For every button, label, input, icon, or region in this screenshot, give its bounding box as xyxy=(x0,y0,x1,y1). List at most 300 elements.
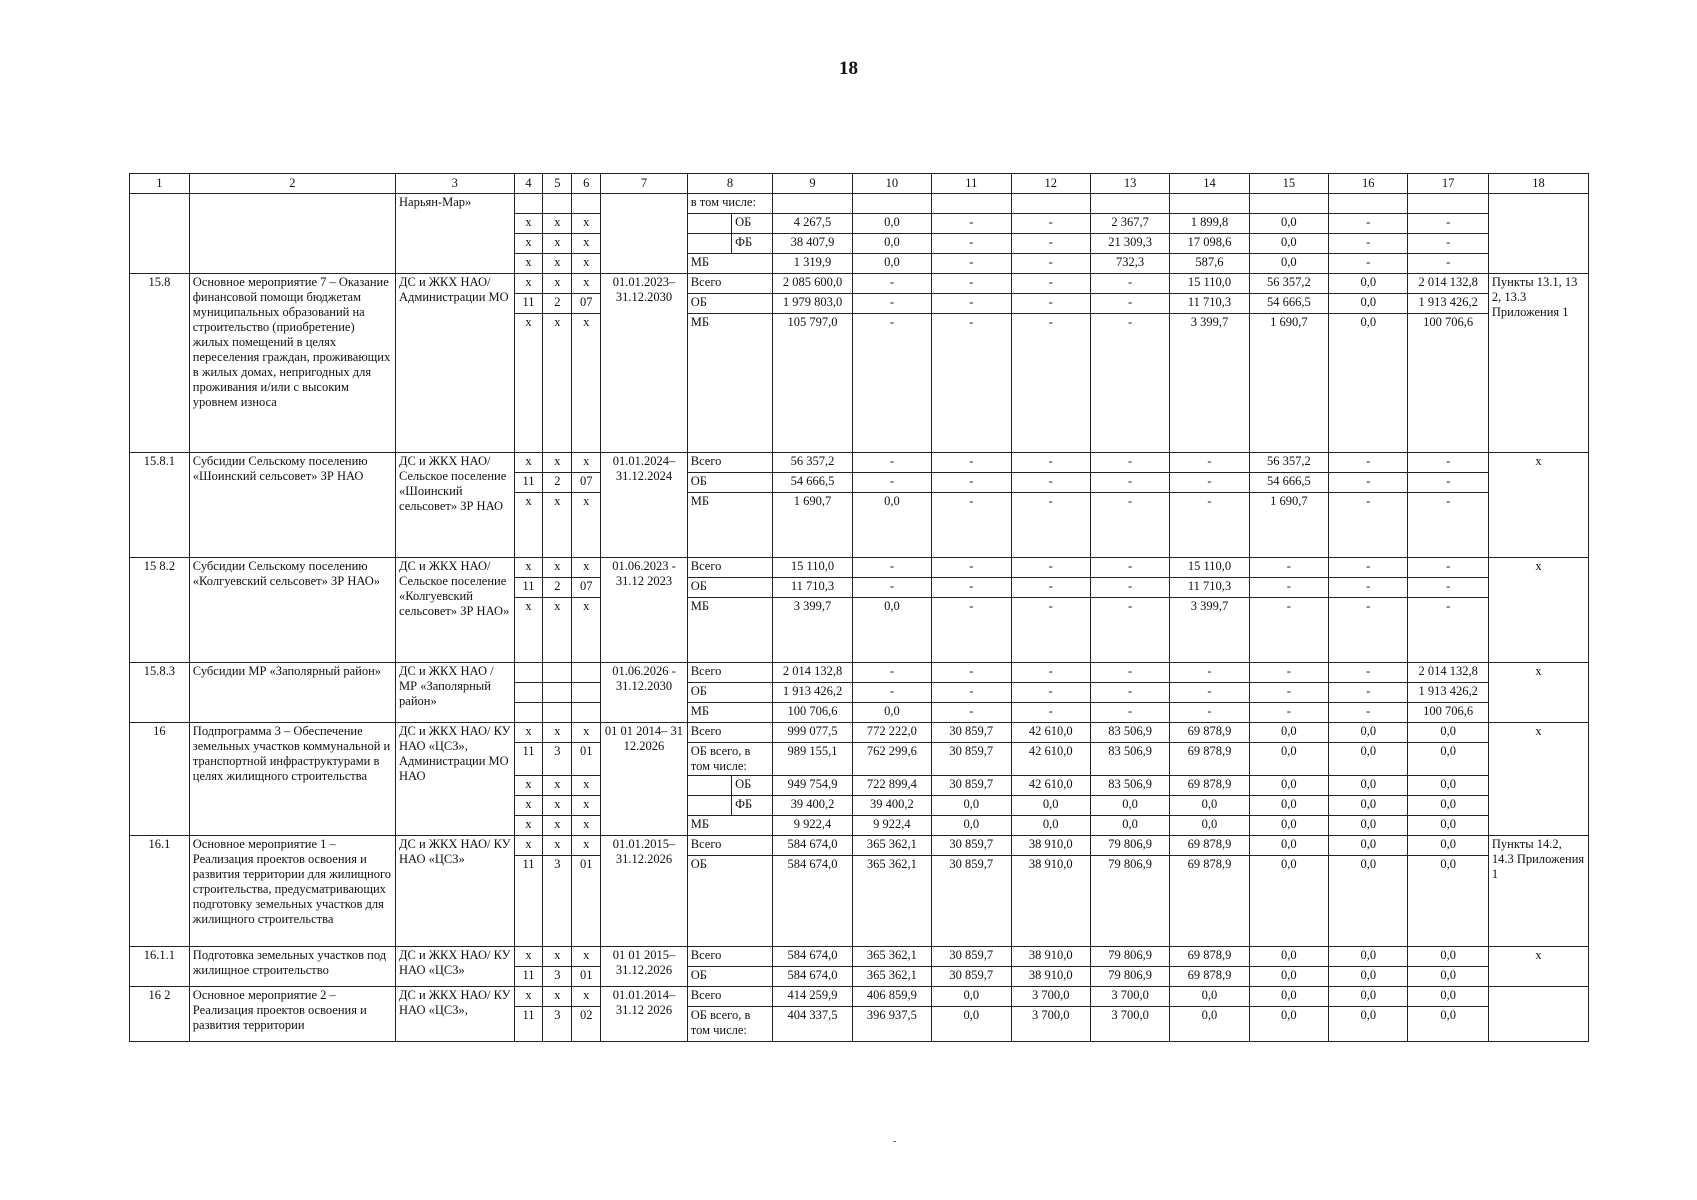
period: 01.01.2015– 31.12.2026 xyxy=(601,836,688,947)
value-cell xyxy=(1090,194,1169,214)
note: х xyxy=(1488,453,1588,558)
value-cell: 15 110,0 xyxy=(773,558,852,578)
value-cell: 0,0 xyxy=(1090,816,1169,836)
value-cell: 0,0 xyxy=(1249,987,1328,1007)
value-cell: - xyxy=(1090,663,1169,683)
code-cell xyxy=(514,683,543,703)
value-cell: - xyxy=(1090,473,1169,493)
note: Пункты 14.2, 14.3 Приложения 1 xyxy=(1488,836,1588,947)
value-cell: 0,0 xyxy=(1408,836,1488,856)
value-cell: - xyxy=(932,703,1011,723)
value-cell: 11 710,3 xyxy=(1170,578,1249,598)
value-cell xyxy=(1011,194,1090,214)
row-number: 16.1 xyxy=(130,836,190,947)
value-cell: 584 674,0 xyxy=(773,856,852,947)
measure-name xyxy=(189,194,395,274)
value-cell: 3 700,0 xyxy=(1011,1007,1090,1042)
code-cell: 2 xyxy=(543,578,572,598)
value-cell: 38 910,0 xyxy=(1011,856,1090,947)
code-cell xyxy=(514,194,543,214)
code-cell: 07 xyxy=(572,294,601,314)
value-cell: - xyxy=(1090,703,1169,723)
value-cell: 989 155,1 xyxy=(773,743,852,776)
value-cell: - xyxy=(932,558,1011,578)
value-cell: 38 910,0 xyxy=(1011,967,1090,987)
source-label: Всего xyxy=(687,836,773,856)
value-cell: - xyxy=(1011,234,1090,254)
measure-name: Основное мероприятие 2 – Реализация проектов освоения и развития территории xyxy=(189,987,395,1042)
value-cell: - xyxy=(1329,703,1408,723)
value-cell: 30 859,7 xyxy=(932,776,1011,796)
value-cell: 0,0 xyxy=(1408,776,1488,796)
source-label: Всего xyxy=(687,723,773,743)
value-cell: 1 913 426,2 xyxy=(773,683,852,703)
code-cell xyxy=(572,703,601,723)
code-cell: 11 xyxy=(514,967,543,987)
value-cell: 0,0 xyxy=(1329,987,1408,1007)
value-cell: 584 674,0 xyxy=(773,967,852,987)
value-cell: - xyxy=(1329,473,1408,493)
code-cell: 01 xyxy=(572,743,601,776)
code-cell: х xyxy=(543,274,572,294)
value-cell: 0,0 xyxy=(1408,723,1488,743)
code-cell: х xyxy=(543,214,572,234)
source-label: ОБ xyxy=(687,967,773,987)
value-cell: 0,0 xyxy=(1329,856,1408,947)
value-cell: 30 859,7 xyxy=(932,836,1011,856)
spacer-cell xyxy=(687,776,731,796)
row-number: 15.8 xyxy=(130,274,190,453)
value-cell: - xyxy=(1011,578,1090,598)
value-cell: 0,0 xyxy=(1408,987,1488,1007)
value-cell: - xyxy=(932,683,1011,703)
code-cell: х xyxy=(543,234,572,254)
value-cell: 69 878,9 xyxy=(1170,723,1249,743)
value-cell: 42 610,0 xyxy=(1011,723,1090,743)
value-cell xyxy=(1249,194,1328,214)
column-header: 12 xyxy=(1011,174,1090,194)
value-cell xyxy=(773,194,852,214)
value-cell: - xyxy=(1329,578,1408,598)
value-cell: - xyxy=(1408,214,1488,234)
value-cell: 587,6 xyxy=(1170,254,1249,274)
value-cell: 3 399,7 xyxy=(1170,598,1249,663)
value-cell: 1 913 426,2 xyxy=(1408,683,1488,703)
value-cell: - xyxy=(1090,314,1169,453)
value-cell: 0,0 xyxy=(1408,856,1488,947)
value-cell: 0,0 xyxy=(852,234,931,254)
source-label: ОБ xyxy=(687,473,773,493)
source-label: МБ xyxy=(687,598,773,663)
code-cell: х xyxy=(572,816,601,836)
note: Пункты 13.1, 13 2, 13.3 Приложения 1 xyxy=(1488,274,1588,453)
value-cell xyxy=(1329,194,1408,214)
value-cell: 3 700,0 xyxy=(1090,987,1169,1007)
value-cell: - xyxy=(1329,598,1408,663)
value-cell: - xyxy=(1011,663,1090,683)
period: 01.01.2023– 31.12.2030 xyxy=(601,274,688,453)
value-cell: 404 337,5 xyxy=(773,1007,852,1042)
value-cell: 0,0 xyxy=(932,796,1011,816)
code-cell xyxy=(514,663,543,683)
code-cell: х xyxy=(514,836,543,856)
source-label: ОБ xyxy=(732,776,773,796)
value-cell: 15 110,0 xyxy=(1170,558,1249,578)
value-cell: - xyxy=(932,294,1011,314)
value-cell: - xyxy=(852,663,931,683)
column-header: 2 xyxy=(189,174,395,194)
source-label: Всего xyxy=(687,947,773,967)
code-cell: х xyxy=(514,796,543,816)
budget-table xyxy=(129,173,1589,1042)
value-cell: 9 922,4 xyxy=(773,816,852,836)
table-row xyxy=(130,558,1589,578)
period: 01 01 2015– 31.12.2026 xyxy=(601,947,688,987)
value-cell: 39 400,2 xyxy=(773,796,852,816)
value-cell: - xyxy=(1329,254,1408,274)
column-header: 3 xyxy=(396,174,515,194)
value-cell: - xyxy=(1249,663,1328,683)
value-cell: 0,0 xyxy=(1329,967,1408,987)
value-cell: - xyxy=(932,473,1011,493)
value-cell: 69 878,9 xyxy=(1170,836,1249,856)
value-cell: 0,0 xyxy=(1170,796,1249,816)
value-cell: 69 878,9 xyxy=(1170,947,1249,967)
source-label: ОБ xyxy=(687,294,773,314)
value-cell: 0,0 xyxy=(1011,796,1090,816)
page-number: 18 xyxy=(839,58,858,79)
value-cell: 105 797,0 xyxy=(773,314,852,453)
source-label: Всего xyxy=(687,453,773,473)
value-cell: - xyxy=(932,234,1011,254)
executor: ДС и ЖКХ НАО/ Администрации МО xyxy=(396,274,515,453)
code-cell: 3 xyxy=(543,1007,572,1042)
value-cell: 0,0 xyxy=(1249,214,1328,234)
source-label: ОБ всего, в том числе: xyxy=(687,743,773,776)
code-cell: 01 xyxy=(572,967,601,987)
value-cell: - xyxy=(1408,473,1488,493)
value-cell: - xyxy=(1170,493,1249,558)
value-cell: - xyxy=(1329,663,1408,683)
value-cell xyxy=(1170,194,1249,214)
value-cell: 11 710,3 xyxy=(1170,294,1249,314)
value-cell: 0,0 xyxy=(1249,234,1328,254)
measure-name: Основное мероприятие 7 – Оказание финансовой помощи бюджетам муниципальных образований на строительство (приобретение) жилых помещений в целях переселения граждан, проживающих в жилых домах, непригодных для проживания и/или с высоким уровнем износа xyxy=(189,274,395,453)
column-header: 5 xyxy=(543,174,572,194)
code-cell xyxy=(572,663,601,683)
value-cell: 762 299,6 xyxy=(852,743,931,776)
value-cell: 1 690,7 xyxy=(773,493,852,558)
value-cell: 0,0 xyxy=(1249,856,1328,947)
value-cell: 365 362,1 xyxy=(852,836,931,856)
value-cell: - xyxy=(1408,254,1488,274)
value-cell: - xyxy=(1249,578,1328,598)
value-cell: 39 400,2 xyxy=(852,796,931,816)
value-cell: 584 674,0 xyxy=(773,836,852,856)
code-cell xyxy=(543,703,572,723)
column-header: 8 xyxy=(687,174,773,194)
code-cell: х xyxy=(572,234,601,254)
value-cell: - xyxy=(1090,558,1169,578)
code-cell: 01 xyxy=(572,856,601,947)
value-cell: 9 922,4 xyxy=(852,816,931,836)
value-cell: 83 506,9 xyxy=(1090,743,1169,776)
value-cell: 0,0 xyxy=(1329,274,1408,294)
code-cell: х xyxy=(572,274,601,294)
table-row xyxy=(130,194,1589,214)
value-cell: 54 666,5 xyxy=(1249,473,1328,493)
value-cell: 0,0 xyxy=(852,254,931,274)
code-cell: х xyxy=(543,836,572,856)
code-cell xyxy=(543,663,572,683)
source-label: ОБ всего, в том числе: xyxy=(687,1007,773,1042)
footer-mark: - xyxy=(893,1136,897,1147)
value-cell: - xyxy=(1329,683,1408,703)
value-cell: - xyxy=(1011,598,1090,663)
code-cell: х xyxy=(572,214,601,234)
code-cell: 2 xyxy=(543,473,572,493)
value-cell: 414 259,9 xyxy=(773,987,852,1007)
code-cell: х xyxy=(572,254,601,274)
code-cell: х xyxy=(572,493,601,558)
value-cell: 722 899,4 xyxy=(852,776,931,796)
column-header: 7 xyxy=(601,174,688,194)
value-cell: 69 878,9 xyxy=(1170,856,1249,947)
code-cell: 3 xyxy=(543,856,572,947)
value-cell: 0,0 xyxy=(1408,1007,1488,1042)
code-cell: х xyxy=(572,314,601,453)
source-label: МБ xyxy=(687,703,773,723)
value-cell: 0,0 xyxy=(1249,723,1328,743)
code-cell: х xyxy=(514,453,543,473)
value-cell: - xyxy=(1011,314,1090,453)
code-cell: х xyxy=(514,214,543,234)
code-cell: х xyxy=(572,723,601,743)
value-cell: 30 859,7 xyxy=(932,967,1011,987)
code-cell: 02 xyxy=(572,1007,601,1042)
spacer-cell xyxy=(687,214,731,234)
period xyxy=(601,194,688,274)
value-cell: - xyxy=(1090,453,1169,473)
value-cell: 30 859,7 xyxy=(932,856,1011,947)
value-cell: - xyxy=(932,598,1011,663)
value-cell: 38 407,9 xyxy=(773,234,852,254)
value-cell: 30 859,7 xyxy=(932,947,1011,967)
column-header: 9 xyxy=(773,174,852,194)
table-row xyxy=(130,274,1589,294)
code-cell: х xyxy=(572,987,601,1007)
code-cell: 11 xyxy=(514,473,543,493)
value-cell: - xyxy=(1011,254,1090,274)
measure-name: Субсидии Сельскому поселению «Шоинский сельсовет» ЗР НАО xyxy=(189,453,395,558)
code-cell: 2 xyxy=(543,294,572,314)
value-cell: - xyxy=(932,214,1011,234)
value-cell: 772 222,0 xyxy=(852,723,931,743)
source-label: ФБ xyxy=(732,796,773,816)
value-cell: 0,0 xyxy=(1329,314,1408,453)
value-cell: 1 913 426,2 xyxy=(1408,294,1488,314)
source-label: Всего xyxy=(687,274,773,294)
code-cell: х xyxy=(543,493,572,558)
value-cell: - xyxy=(1329,453,1408,473)
value-cell: 0,0 xyxy=(852,703,931,723)
value-cell: - xyxy=(932,493,1011,558)
note xyxy=(1488,194,1588,274)
period: 01.06.2026 - 31.12.2030 xyxy=(601,663,688,723)
value-cell: - xyxy=(1090,683,1169,703)
value-cell: - xyxy=(852,453,931,473)
value-cell: 0,0 xyxy=(1170,816,1249,836)
value-cell: 2 085 600,0 xyxy=(773,274,852,294)
note: х xyxy=(1488,723,1588,836)
value-cell: - xyxy=(1090,294,1169,314)
value-cell: 30 859,7 xyxy=(932,723,1011,743)
value-cell: 0,0 xyxy=(1249,796,1328,816)
code-cell: х xyxy=(543,453,572,473)
value-cell: - xyxy=(1249,598,1328,663)
code-cell xyxy=(572,683,601,703)
code-cell: х xyxy=(543,558,572,578)
source-label: ОБ xyxy=(687,856,773,947)
code-cell: х xyxy=(514,987,543,1007)
value-cell: 11 710,3 xyxy=(773,578,852,598)
value-cell: 0,0 xyxy=(1408,947,1488,967)
source-label: ОБ xyxy=(687,578,773,598)
value-cell xyxy=(932,194,1011,214)
value-cell: - xyxy=(932,314,1011,453)
value-cell: 54 666,5 xyxy=(1249,294,1328,314)
table-row xyxy=(130,663,1589,683)
note: х xyxy=(1488,558,1588,663)
value-cell: 396 937,5 xyxy=(852,1007,931,1042)
value-cell: - xyxy=(1011,703,1090,723)
value-cell: - xyxy=(1408,578,1488,598)
value-cell: 0,0 xyxy=(852,493,931,558)
value-cell: 406 859,9 xyxy=(852,987,931,1007)
source-label: Всего xyxy=(687,558,773,578)
value-cell: 0,0 xyxy=(1249,816,1328,836)
value-cell: 0,0 xyxy=(1011,816,1090,836)
code-cell: 11 xyxy=(514,856,543,947)
value-cell: 30 859,7 xyxy=(932,743,1011,776)
executor: ДС и ЖКХ НАО / МР «Заполярный район» xyxy=(396,663,515,723)
value-cell: 42 610,0 xyxy=(1011,776,1090,796)
code-cell xyxy=(543,683,572,703)
value-cell: 365 362,1 xyxy=(852,856,931,947)
value-cell: - xyxy=(1329,214,1408,234)
source-label: Всего xyxy=(687,663,773,683)
code-cell xyxy=(572,194,601,214)
column-header: 15 xyxy=(1249,174,1328,194)
code-cell: х xyxy=(514,274,543,294)
value-cell: - xyxy=(1090,578,1169,598)
code-cell: 11 xyxy=(514,743,543,776)
source-label: МБ xyxy=(687,816,773,836)
value-cell: 3 700,0 xyxy=(1011,987,1090,1007)
value-cell: - xyxy=(932,453,1011,473)
row-number: 16.1.1 xyxy=(130,947,190,987)
executor: Нарьян-Мар» xyxy=(396,194,515,274)
table-row xyxy=(130,723,1589,743)
value-cell: 2 014 132,8 xyxy=(1408,663,1488,683)
value-cell: 732,3 xyxy=(1090,254,1169,274)
code-cell: х xyxy=(543,776,572,796)
value-cell: 0,0 xyxy=(1329,776,1408,796)
column-header: 10 xyxy=(852,174,931,194)
value-cell: 0,0 xyxy=(1329,723,1408,743)
table-row xyxy=(130,836,1589,856)
value-cell: 83 506,9 xyxy=(1090,776,1169,796)
period: 01.01.2024– 31.12.2024 xyxy=(601,453,688,558)
value-cell: - xyxy=(1170,683,1249,703)
code-cell: х xyxy=(572,796,601,816)
value-cell xyxy=(852,194,931,214)
code-cell: х xyxy=(514,598,543,663)
value-cell: 0,0 xyxy=(1329,294,1408,314)
source-label: МБ xyxy=(687,254,773,274)
value-cell: - xyxy=(1170,703,1249,723)
code-cell: х xyxy=(543,254,572,274)
column-header: 11 xyxy=(932,174,1011,194)
value-cell: 3 399,7 xyxy=(773,598,852,663)
table-row xyxy=(130,987,1589,1007)
code-cell: х xyxy=(514,816,543,836)
value-cell: 3 399,7 xyxy=(1170,314,1249,453)
value-cell: - xyxy=(1249,703,1328,723)
code-cell: х xyxy=(543,314,572,453)
measure-name: Субсидии МР «Заполярный район» xyxy=(189,663,395,723)
column-header: 1 xyxy=(130,174,190,194)
source-label: ОБ xyxy=(687,683,773,703)
value-cell: 0,0 xyxy=(1249,1007,1328,1042)
source-label: МБ xyxy=(687,493,773,558)
row-number: 15.8.1 xyxy=(130,453,190,558)
executor: ДС и ЖКХ НАО/ КУ НАО «ЦСЗ» xyxy=(396,947,515,987)
value-cell: - xyxy=(1408,598,1488,663)
value-cell: 0,0 xyxy=(1408,796,1488,816)
spacer-cell xyxy=(687,796,731,816)
value-cell: 1 899,8 xyxy=(1170,214,1249,234)
value-cell: 17 098,6 xyxy=(1170,234,1249,254)
code-cell: 07 xyxy=(572,473,601,493)
value-cell xyxy=(1408,194,1488,214)
code-cell: х xyxy=(572,836,601,856)
value-cell: 0,0 xyxy=(852,598,931,663)
value-cell: - xyxy=(1011,493,1090,558)
value-cell: - xyxy=(1090,598,1169,663)
code-cell: х xyxy=(572,598,601,663)
column-header: 6 xyxy=(572,174,601,194)
row-number: 16 2 xyxy=(130,987,190,1042)
note xyxy=(1488,987,1588,1042)
value-cell: 0,0 xyxy=(1249,254,1328,274)
code-cell: х xyxy=(543,598,572,663)
value-cell: - xyxy=(852,473,931,493)
value-cell: - xyxy=(1090,493,1169,558)
value-cell: 69 878,9 xyxy=(1170,776,1249,796)
value-cell: - xyxy=(932,254,1011,274)
column-header: 18 xyxy=(1488,174,1588,194)
value-cell: 69 878,9 xyxy=(1170,967,1249,987)
value-cell: 1 690,7 xyxy=(1249,314,1328,453)
value-cell: 999 077,5 xyxy=(773,723,852,743)
executor: ДС и ЖКХ НАО/ Сельское поселение «Шоинский сельсовет» ЗР НАО xyxy=(396,453,515,558)
code-cell: х xyxy=(543,987,572,1007)
code-cell: 3 xyxy=(543,743,572,776)
code-cell: 3 xyxy=(543,967,572,987)
executor: ДС и ЖКХ НАО/ КУ НАО «ЦСЗ», xyxy=(396,987,515,1042)
value-cell: 56 357,2 xyxy=(1249,453,1328,473)
